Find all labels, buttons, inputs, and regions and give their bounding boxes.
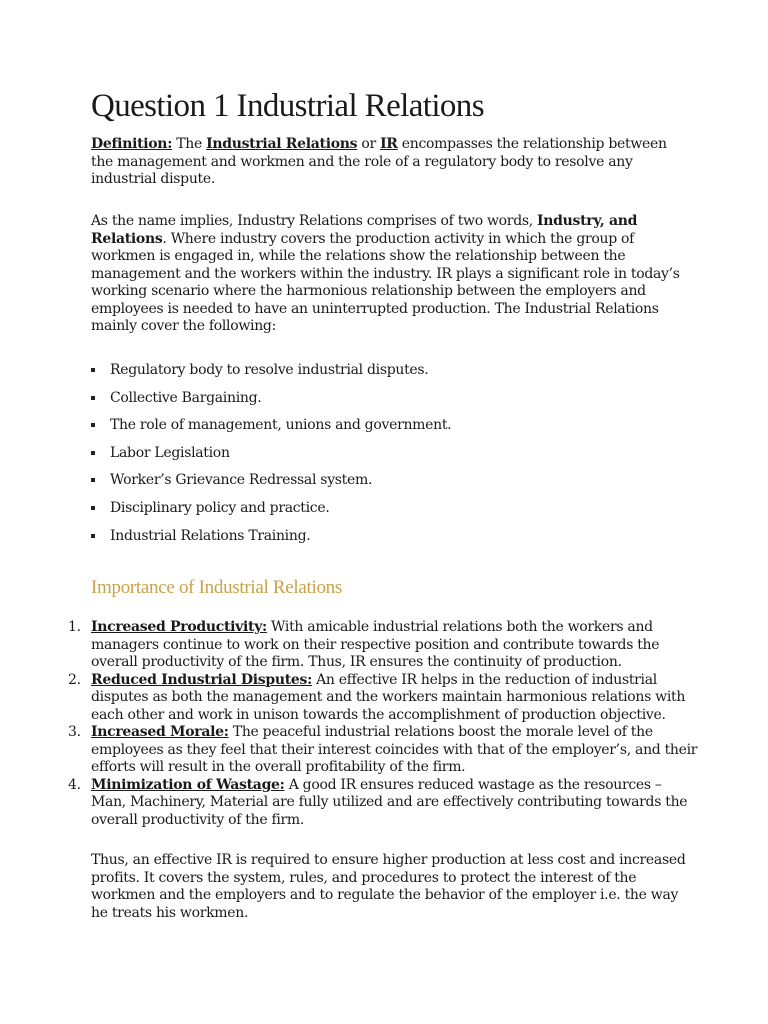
- bullet-item: Regulatory body to resolve industrial disputes.: [91, 360, 451, 388]
- square-bullet-icon: [91, 368, 95, 372]
- item-label: Increased Productivity:: [91, 619, 267, 635]
- square-bullet-icon: [91, 478, 95, 482]
- bullet-item: Worker’s Grievance Redressal system.: [91, 470, 451, 498]
- square-bullet-icon: [91, 506, 95, 510]
- bullet-item: Industrial Relations Training.: [91, 526, 451, 554]
- item-label: Increased Morale:: [91, 724, 229, 740]
- square-bullet-icon: [91, 451, 95, 455]
- bullet-item: Collective Bargaining.: [91, 388, 451, 416]
- conclusion-paragraph: Thus, an effective IR is required to ensure higher production at less cost and increased profits. It covers the system, rules, and procedures to protect the interest of the workmen and the employers and to regulate the behavior of the employer i.e. the way he treats his workmen.: [91, 852, 686, 921]
- coverage-bullet-list: [91, 360, 451, 553]
- intro-paragraph: As the name implies, Industry Relations comprises of two words, Industry, and Relations. Where industry covers the production activity in which the group of workmen is engaged in, while the relations show the relationship between the management and the workers within the industry. IR plays a significant role in today’s working scenario where the harmonious relationship between the employers and employees is needed to have an uninterrupted production. The Industrial Relations mainly cover the following:: [91, 213, 680, 334]
- numbered-item: 2. Reduced Industrial Disputes: An effective IR helps in the reduction of industrial disputes as both the management and the workers maintain harmonious relations with each other and work in unison towards the accomplishment of production objective.: [68, 671, 686, 723]
- definition-label: Definition:: [91, 136, 173, 152]
- importance-numbered-list: [60, 619, 700, 829]
- section-heading: Importance of Industrial Relations: [91, 577, 342, 598]
- item-label: Reduced Industrial Disputes:: [91, 671, 312, 688]
- page-title: Question 1 Industrial Relations: [91, 88, 484, 124]
- bullet-item: The role of management, unions and government.: [91, 415, 451, 443]
- square-bullet-icon: [91, 423, 95, 427]
- numbered-item: 3. Increased Morale: The peaceful industrial relations boost the morale level of the employees as they feel that their interest coincides with that of the employer’s, and their efforts will result in the overall profitability of the firm.: [68, 724, 698, 775]
- bullet-item: Disciplinary policy and practice.: [91, 498, 451, 526]
- intro-bold-term: Industry, and Relations: [91, 213, 638, 247]
- square-bullet-icon: [91, 396, 95, 400]
- square-bullet-icon: [91, 534, 95, 538]
- numbered-item: 1. Increased Productivity: With amicable industrial relations both the workers and managers continue to work on their respective position and contribute towards the overall productivity of the firm. Thus, IR ensures the continuity of production.: [68, 619, 660, 670]
- numbered-item: 4. Minimization of Wastage: A good IR ensures reduced wastage as the resources – Man, Machinery, Material are fully utilized and are effectively contributing towards the overall productivity of the firm.: [68, 776, 688, 828]
- item-label: Minimization of Wastage:: [91, 776, 285, 793]
- term-industrial-relations: Industrial Relations: [206, 136, 358, 152]
- term-ir: IR: [380, 136, 398, 152]
- definition-paragraph: Definition: The Industrial Relations or IR encompasses the relationship between the management and workmen and the role of a regulatory body to resolve any industrial dispute.: [91, 136, 667, 187]
- bullet-item: Labor Legislation: [91, 443, 451, 471]
